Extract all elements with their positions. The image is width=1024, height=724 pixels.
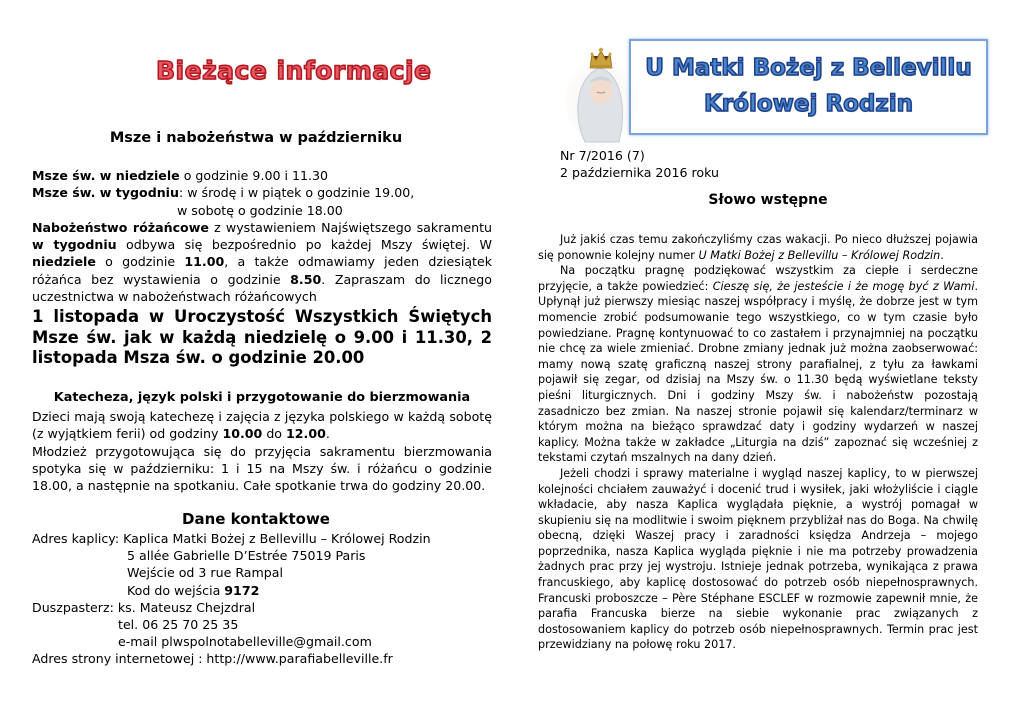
catechesis-section xyxy=(32,408,492,494)
madonna-icon xyxy=(559,38,639,143)
issue-number: Nr 7/2016 (7) xyxy=(560,148,645,163)
catechesis-paragraph: Dzieci mają swoją katechezę i zajęcia z języka polskiego w każdą sobotę (z wyjątkiem ferii) od godziny 10.00 do 12.00. xyxy=(32,409,492,442)
confirmation-paragraph: Młodzież przygotowująca się do przyjęcia sakramentu bierzmowania spotyka się w październiku: 1 i 15 na Mszy św. i różańcu o godzinie 18.00, a następnie na spotkaniu. Całe spotkanie trwa do godziny 20.00. xyxy=(32,443,492,494)
saturday-mass-line: w sobotę o godzinie 18.00 xyxy=(177,202,343,218)
issue-date: 2 października 2016 roku xyxy=(560,165,719,180)
newsletter-title-line2: Królowej Rodzin xyxy=(703,91,913,117)
all-saints-announcement: 1 listopada w Uroczystość Wszystkich Świętych Msze św. jak w każdą niedzielę o 9.00 i 11.30, 2 listopada Msza św. o godzinie 20.00 xyxy=(32,307,492,367)
email-line: e-mail plwspolnotabelleville@gmail.com xyxy=(118,634,372,650)
article-paragraph: Na początku pragnę podziękować wszystkim za ciepłe i serdeczne przyjęcie, a także powiedzieć: Cieszę się, że jesteście i że mogę być z Wami. Upłynął już pierwszy miesiąc naszej współpracy i myślę, że dobrze jest w tym momencie zrobić podsumowanie tego wszystkiego, co w tym czasie było powiedziane. Pragnę kontynuować to co zastałem i przynajmniej na początku nie chcę za wiele zmieniać. Drobne zmiany jednak już można zaobserwować: mamy nową szatę graficzną naszej strony parafialnej, z tyłu za ławkami pojawił się zegar, od dzisiaj na Mszy św. o 11.30 będą wyświetlane teksty pieśni liturgicznych. Dni i godziny Mszy św. i nabożeństw pozostają zasadniczo bez zmian. Na naszej stronie pojawił się kalendarz/terminarz w którym można na bieżąco sprawdzać daty i godziny wydarzeń w naszej kaplicy. Można także w zakładce „Liturgia na dziś” zapoznać się wcześniej z tekstami czytań mszalnych na dany dzień. xyxy=(538,264,978,465)
pastor-line: Duszpasterz: ks. Mateusz Chejzdral xyxy=(32,599,256,615)
phone-line: tel. 06 25 70 25 35 xyxy=(118,617,239,633)
article-paragraph: Już jakiś czas temu zakończyliśmy czas wakacji. Po nieco dłuższej pojawia się ponownie kolejny numer U Matki Bożej z Bellevillu – Królowej Rodzin. xyxy=(538,233,978,262)
website-line: Adres strony internetowej : http://www.parafiabelleville.fr xyxy=(32,651,393,667)
catechesis-heading: Katecheza, język polski i przygotowanie do bierzmowania xyxy=(53,390,471,405)
sunday-masses-line: Msze św. w niedziele o godzinie 9.00 i 11.30 xyxy=(32,168,329,183)
rosary-paragraph: Nabożeństwo różańcowe z wystawieniem Najświętszego sakramentu w tygodniu odbywa się bezpośrednio po każdej Mszy świętej. W niedziele o godzinie 11.00, a także odmawiamy jeden dziesiątek różańca bez wystawienia o godzinie 8.50. Zapraszam do licznego uczestnictwa w nabożeństwach różańcowych xyxy=(32,219,493,305)
foreword-heading: Słowo wstępne xyxy=(708,192,828,208)
issue-info xyxy=(560,147,719,181)
entrance-line: Wejście od 3 rue Rampal xyxy=(127,565,283,581)
weekday-masses-line: Msze św. w tygodniu: w środę i w piątek o godzinie 19.00, xyxy=(32,185,415,201)
newsletter-title-box xyxy=(629,39,988,135)
masses-heading: Msze i nabożeństwa w październiku xyxy=(109,130,403,146)
article-paragraph: Jeżeli chodzi i sprawy materialne i wygląd naszej kaplicy, to w pierwszej kolejności chciałem zauważyć i docenić trud i wysiłek, jaki włożyliście i ciągle wkładacie, aby nasza Kaplica wyglądała pięknie, a wystrój pomagał w skupieniu się na modlitwie i swoim pięknem przybliżał nas do Boga. Na chwilę obecną, dzięki Waszej pracy i zaradności księdza Andrzeja – mojego poprzednika, nasza Kaplica wygląda pięknie i nie ma potrzeby prowadzenia żadnych prac przy jej wystroju. Istnieje jednak potrzeba, wynikająca z prawa francuskiego, aby kaplicę dostosować do potrzeb osób niepełnosprawnych. Francuski proboszcze – Père Stéphane ESCLEF w rozmowie zapewnił mnie, że parafia Francuska bierze na siebie wykonanie prac związanych z dostosowaniem kaplicy do potrzeb osób niepełnosprawnych. Termin prac jest przewidziany na połowę roku 2017. xyxy=(538,466,978,652)
street-address-line: 5 allée Gabrielle D’Estrée 75019 Paris xyxy=(127,548,366,564)
right-page xyxy=(512,0,1024,724)
newsletter-title-line1: U Matki Bożej z Bellevillu xyxy=(645,55,972,81)
contact-section xyxy=(32,530,431,668)
foreword-article xyxy=(538,232,978,653)
page-title: Bieżące informacje xyxy=(156,56,432,85)
chapel-address-line: Adres kaplicy: Kaplica Matki Bożej z Bellevillu – Królowej Rodzin xyxy=(32,531,431,546)
door-code-line: Kod do wejścia 9172 xyxy=(127,582,260,598)
contact-heading: Dane kontaktowe xyxy=(182,510,330,528)
masses-section xyxy=(32,167,492,305)
